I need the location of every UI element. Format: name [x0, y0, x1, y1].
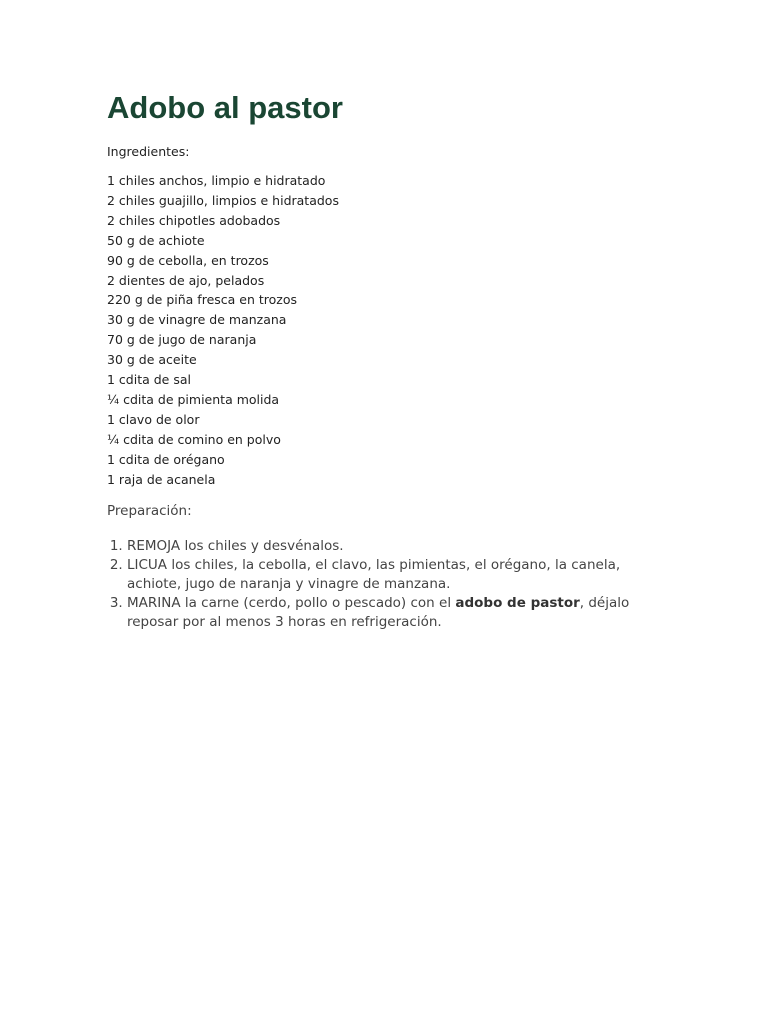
step-item	[127, 537, 667, 556]
recipe-title: Adobo al pastor	[107, 90, 343, 125]
step-bold-text: adobo de pastor	[455, 594, 580, 611]
step-text-before: MARINA la carne (cerdo, pollo o pescado) con el	[127, 594, 456, 611]
ingredient-item: 220 g de piña fresca en trozos	[107, 292, 297, 308]
ingredient-item: 1 clavo de olor	[107, 411, 200, 427]
ingredient-item: 1 chiles anchos, limpio e hidratado	[107, 173, 326, 188]
ingredient-item: 70 g de jugo de naranja	[107, 332, 257, 348]
step-text: LICUA los chiles, la cebolla, el clavo, las pimientas, el orégano, la canela, achiote, jugo de naranja y vinagre de manzana.	[127, 556, 621, 592]
preparation-steps	[107, 537, 667, 632]
ingredient-item: ¼ cdita de pimienta molida	[107, 391, 280, 407]
ingredient-item: 1 cdita de sal	[107, 372, 191, 388]
ingredient-item: 30 g de aceite	[107, 352, 197, 368]
step-text: REMOJA los chiles y desvénalos.	[127, 537, 344, 554]
ingredient-item: 1 cdita de orégano	[107, 451, 225, 467]
ingredient-item: 2 chiles guajillo, limpios e hidratados	[107, 192, 339, 208]
ingredient-item: 50 g de achiote	[107, 232, 205, 248]
step-item	[127, 556, 667, 594]
ingredients-heading: Ingredientes:	[107, 144, 190, 159]
step-text-after: , déjalo reposar por al menos 3 horas en refrigeración.	[127, 594, 630, 630]
recipe-content	[107, 88, 667, 632]
ingredient-item: 2 dientes de ajo, pelados	[107, 272, 265, 288]
ingredient-item: 1 raja de acanela	[107, 471, 216, 487]
ingredient-item: ¼ cdita de comino en polvo	[107, 431, 281, 447]
ingredient-item: 30 g de vinagre de manzana	[107, 312, 287, 328]
ingredient-item: 2 chiles chipotles adobados	[107, 212, 281, 228]
ingredients-list	[107, 171, 667, 490]
step-item	[127, 594, 667, 632]
preparation-heading: Preparación:	[107, 502, 192, 519]
ingredient-item: 90 g de cebolla, en trozos	[107, 252, 269, 268]
